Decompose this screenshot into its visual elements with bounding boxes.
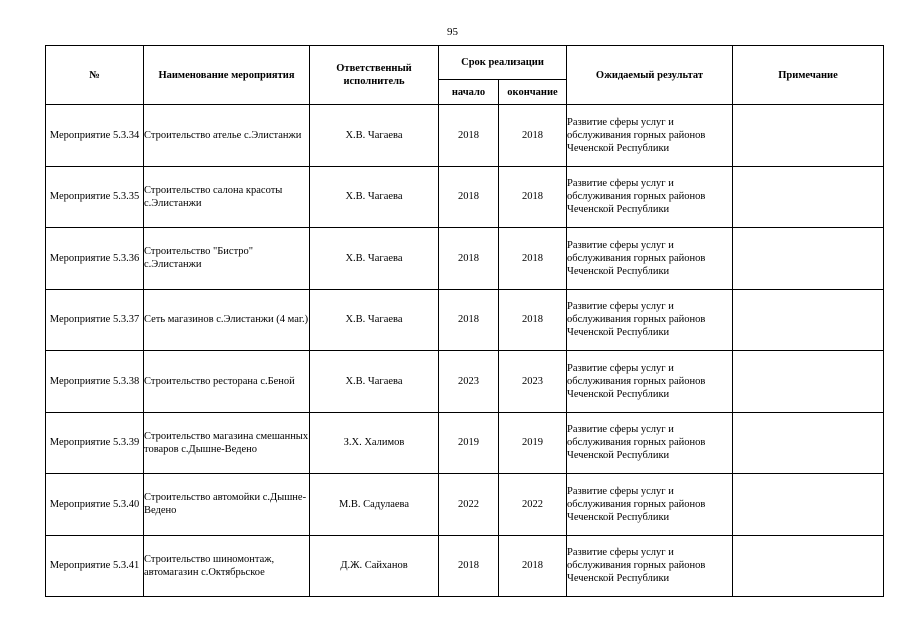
note-cell	[733, 289, 884, 351]
executor-cell: Х.В. Чагаева	[310, 228, 439, 290]
start-year-cell: 2018	[439, 289, 499, 351]
executor-cell: Д.Ж. Сайханов	[310, 535, 439, 597]
measure-number-cell: Мероприятие 5.3.36	[46, 228, 144, 290]
measure-number-cell: Мероприятие 5.3.35	[46, 166, 144, 228]
executor-cell: М.В. Садулаева	[310, 474, 439, 536]
end-year-cell: 2023	[499, 351, 567, 413]
measure-number-cell: Мероприятие 5.3.34	[46, 105, 144, 167]
note-cell	[733, 105, 884, 167]
expected-result-cell: Развитие сферы услуг и обслуживания горных районов Чеченской Республики	[567, 474, 733, 536]
table-body	[46, 105, 884, 597]
start-year-cell: 2022	[439, 474, 499, 536]
start-year-cell: 2019	[439, 412, 499, 474]
header-num: №	[46, 46, 144, 105]
header-end: окончание	[499, 80, 567, 105]
measures-table	[45, 45, 884, 597]
start-year-cell: 2018	[439, 535, 499, 597]
header-executor: Ответственный исполнитель	[310, 46, 439, 105]
table-row	[46, 228, 884, 290]
measure-number-cell: Мероприятие 5.3.37	[46, 289, 144, 351]
table-row	[46, 412, 884, 474]
table-row	[46, 535, 884, 597]
measure-name-cell: Строительство ателье с.Элистанжи	[144, 105, 310, 167]
header-name: Наименование мероприятия	[144, 46, 310, 105]
start-year-cell: 2018	[439, 228, 499, 290]
measure-name-cell: Строительство салона красоты с.Элистанжи	[144, 166, 310, 228]
note-cell	[733, 412, 884, 474]
end-year-cell: 2018	[499, 289, 567, 351]
header-start: начало	[439, 80, 499, 105]
start-year-cell: 2018	[439, 166, 499, 228]
measure-name-cell: Сеть магазинов с.Элистанжи (4 маг.)	[144, 289, 310, 351]
executor-cell: Х.В. Чагаева	[310, 289, 439, 351]
table-row	[46, 474, 884, 536]
measure-name-cell: Строительство автомойки с.Дышне-Ведено	[144, 474, 310, 536]
header-result: Ожидаемый результат	[567, 46, 733, 105]
start-year-cell: 2023	[439, 351, 499, 413]
measure-number-cell: Мероприятие 5.3.38	[46, 351, 144, 413]
end-year-cell: 2022	[499, 474, 567, 536]
end-year-cell: 2018	[499, 166, 567, 228]
end-year-cell: 2018	[499, 535, 567, 597]
expected-result-cell: Развитие сферы услуг и обслуживания горных районов Чеченской Республики	[567, 412, 733, 474]
expected-result-cell: Развитие сферы услуг и обслуживания горных районов Чеченской Республики	[567, 105, 733, 167]
end-year-cell: 2018	[499, 228, 567, 290]
note-cell	[733, 228, 884, 290]
measure-number-cell: Мероприятие 5.3.41	[46, 535, 144, 597]
note-cell	[733, 474, 884, 536]
end-year-cell: 2018	[499, 105, 567, 167]
expected-result-cell: Развитие сферы услуг и обслуживания горных районов Чеченской Республики	[567, 351, 733, 413]
expected-result-cell: Развитие сферы услуг и обслуживания горных районов Чеченской Республики	[567, 535, 733, 597]
measure-name-cell: Строительство "Бистро" с.Элистанжи	[144, 228, 310, 290]
table-row	[46, 105, 884, 167]
table-row	[46, 351, 884, 413]
executor-cell: З.Х. Халимов	[310, 412, 439, 474]
header-note: Примечание	[733, 46, 884, 105]
start-year-cell: 2018	[439, 105, 499, 167]
measure-name-cell: Строительство ресторана с.Беной	[144, 351, 310, 413]
expected-result-cell: Развитие сферы услуг и обслуживания горных районов Чеченской Республики	[567, 289, 733, 351]
measure-number-cell: Мероприятие 5.3.40	[46, 474, 144, 536]
table-row	[46, 289, 884, 351]
executor-cell: Х.В. Чагаева	[310, 351, 439, 413]
header-period: Срок реализации	[439, 46, 567, 80]
note-cell	[733, 351, 884, 413]
expected-result-cell: Развитие сферы услуг и обслуживания горных районов Чеченской Республики	[567, 166, 733, 228]
executor-cell: Х.В. Чагаева	[310, 166, 439, 228]
note-cell	[733, 535, 884, 597]
table-row	[46, 166, 884, 228]
measure-number-cell: Мероприятие 5.3.39	[46, 412, 144, 474]
page-number: 95	[447, 26, 458, 38]
header-row-top	[46, 46, 884, 80]
expected-result-cell: Развитие сферы услуг и обслуживания горных районов Чеченской Республики	[567, 228, 733, 290]
note-cell	[733, 166, 884, 228]
measure-name-cell: Строительство шиномонтаж, автомагазин с.Октябрьское	[144, 535, 310, 597]
end-year-cell: 2019	[499, 412, 567, 474]
measure-name-cell: Строительство магазина смешанных товаров с.Дышне-Ведено	[144, 412, 310, 474]
executor-cell: Х.В. Чагаева	[310, 105, 439, 167]
